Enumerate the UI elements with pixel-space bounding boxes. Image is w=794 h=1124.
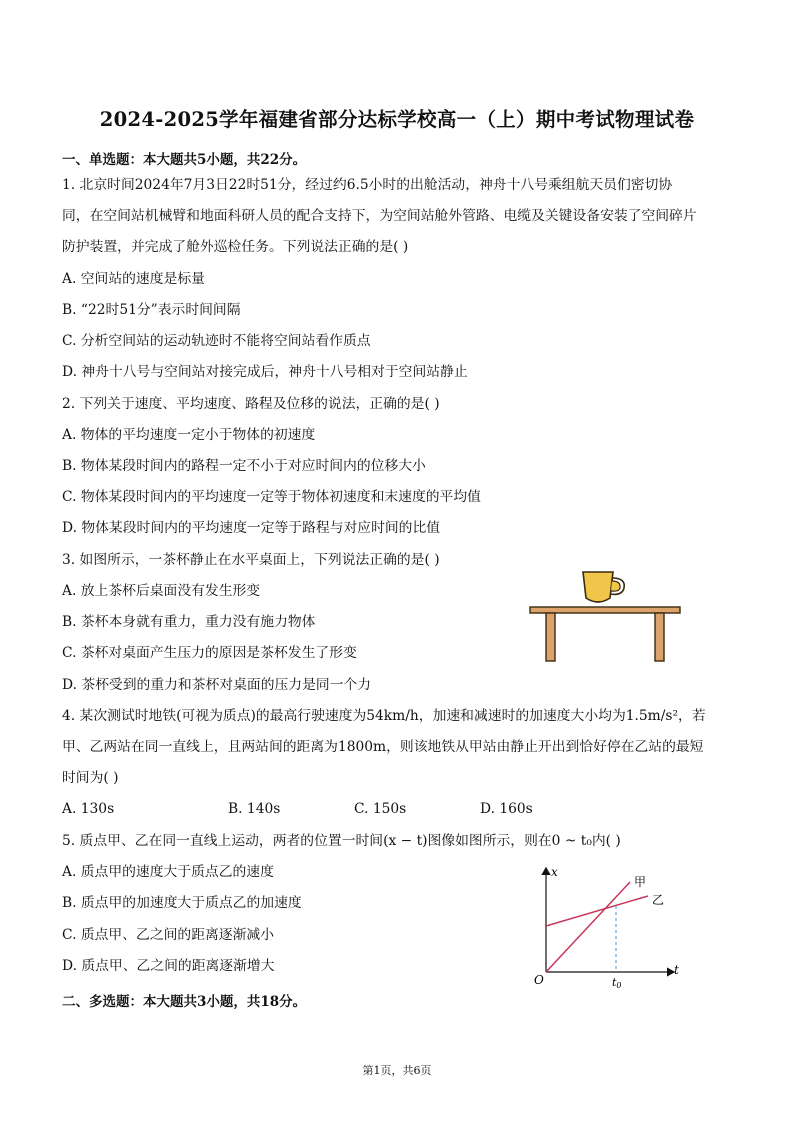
- q1-option-b[interactable]: B. “22时51分”表示时间间隔: [62, 302, 241, 318]
- t0-label: t0: [612, 976, 622, 990]
- q3-stem: 3. 如图所示，一茶杯静止在水平桌面上，下列说法正确的是( ): [62, 552, 440, 568]
- q2-option-a[interactable]: A. 物体的平均速度一定小于物体的初速度: [62, 427, 316, 443]
- page-footer: 第1页，共6页: [362, 1064, 432, 1077]
- q4-option-b[interactable]: B. 140s: [228, 801, 281, 817]
- q1-option-c[interactable]: C. 分析空间站的运动轨迹时不能将空间站看作质点: [62, 333, 371, 349]
- q2-stem: 2. 下列关于速度、平均速度、路程及位移的说法，正确的是( ): [62, 396, 440, 412]
- q3-option-d[interactable]: D. 茶杯受到的重力和茶杯对桌面的压力是同一个力: [62, 677, 372, 693]
- q1-stem-line3: 防护装置，并完成了舱外巡检任务。下列说法正确的是( ): [62, 239, 409, 255]
- q4-option-c[interactable]: C. 150s: [354, 801, 407, 817]
- q3-option-a[interactable]: A. 放上茶杯后桌面没有发生形变: [62, 583, 261, 599]
- q4-option-a[interactable]: A. 130s: [62, 801, 115, 817]
- q4-stem-line3: 时间为( ): [62, 770, 119, 786]
- q2-option-d[interactable]: D. 物体某段时间内的平均速度一定等于路程与对应时间的比值: [62, 520, 441, 536]
- q4-stem-line1: 4. 某次测试时地铁(可视为质点)的最高行驶速度为54km/h，加速和减速时的加速度大小均为1.5m/s²，若: [62, 708, 706, 724]
- q5-stem: 5. 质点甲、乙在同一直线上运动，两者的位置一时间(x − t)图像如图所示，则在0 ~ t₀内( ): [62, 833, 621, 849]
- q1-option-a[interactable]: A. 空间站的速度是标量: [62, 271, 205, 287]
- line-jia: [546, 882, 630, 972]
- q1-option-d[interactable]: D. 神舟十八号与空间站对接完成后，神舟十八号相对于空间站静止: [62, 364, 468, 380]
- q3-option-c[interactable]: C. 茶杯对桌面产生压力的原因是茶杯发生了形变: [62, 645, 357, 661]
- cup-on-table-figure: [528, 568, 684, 664]
- q3-option-b[interactable]: B. 茶杯本身就有重力，重力没有施力物体: [62, 614, 316, 630]
- teacup-icon: [583, 572, 624, 602]
- q5-option-c[interactable]: C. 质点甲、乙之间的距离逐渐减小: [62, 927, 274, 943]
- q5-option-b[interactable]: B. 质点甲的加速度大于质点乙的加速度: [62, 895, 302, 911]
- label-jia: 甲: [634, 875, 647, 889]
- q4-stem-line2: 甲、乙两站在同一直线上，且两站间的距离为1800m，则该地铁从甲站由静止开出到恰好停在乙站的最短: [62, 739, 704, 755]
- q2-option-b[interactable]: B. 物体某段时间内的路程一定不小于对应时间内的位移大小: [62, 458, 426, 474]
- q4-option-d[interactable]: D. 160s: [480, 801, 533, 817]
- line-yi: [546, 896, 648, 926]
- origin-label: O: [534, 973, 544, 987]
- y-axis-label: x: [551, 865, 558, 879]
- q5-option-a[interactable]: A. 质点甲的速度大于质点乙的速度: [62, 864, 274, 880]
- q5-option-d[interactable]: D. 质点甲、乙之间的距离逐渐增大: [62, 958, 275, 974]
- section-multiple-choice: 二、多选题：本大题共3小题，共18分。: [62, 994, 307, 1010]
- q2-option-c[interactable]: C. 物体某段时间内的平均速度一定等于物体初速度和末速度的平均值: [62, 489, 481, 505]
- x-axis-label: t: [674, 963, 679, 977]
- xt-graph: [530, 860, 690, 990]
- table-icon: [530, 607, 680, 661]
- exam-title: 2024-2025学年福建省部分达标学校高一（上）期中考试物理试卷: [99, 108, 695, 131]
- q1-stem-line2: 同，在空间站机械臂和地面科研人员的配合支持下，为空间站舱外管路、电缆及关键设备安装了空间碎片: [62, 208, 697, 224]
- q1-stem-line1: 1. 北京时间2024年7月3日22时51分，经过约6.5小时的出舱活动，神舟十八号乘组航天员们密切协: [62, 177, 673, 193]
- section-single-choice: 一、单选题：本大题共5小题，共22分。: [62, 152, 307, 168]
- label-yi: 乙: [652, 893, 665, 907]
